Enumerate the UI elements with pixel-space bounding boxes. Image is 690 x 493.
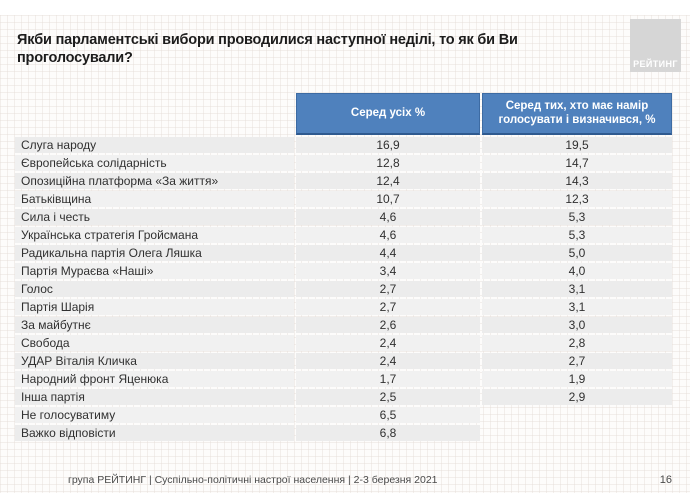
header-spacer xyxy=(15,93,294,135)
value-decided-cell: 3,0 xyxy=(482,317,672,333)
party-name-cell: УДАР Віталія Кличка xyxy=(15,353,294,369)
value-all-cell: 1,7 xyxy=(296,371,480,387)
value-decided-cell: 14,3 xyxy=(482,173,672,189)
value-all-cell: 2,5 xyxy=(296,389,480,405)
party-name-cell: Партія Мураєва «Наші» xyxy=(15,263,294,279)
party-name-cell: Радикальна партія Олега Ляшка xyxy=(15,245,294,261)
party-name-cell: Слуга народу xyxy=(15,137,294,153)
value-all-cell: 6,5 xyxy=(296,407,480,423)
party-name-cell: Інша партія xyxy=(15,389,294,405)
party-name-cell: За майбутнє xyxy=(15,317,294,333)
value-all-cell: 6,8 xyxy=(296,425,480,441)
party-name-cell: Не голосуватиму xyxy=(15,407,294,423)
value-all-cell: 2,4 xyxy=(296,353,480,369)
value-all-cell: 12,8 xyxy=(296,155,480,171)
value-all-cell: 4,6 xyxy=(296,227,480,243)
column-header-decided: Серед тих, хто має намір голосувати і визначився, % xyxy=(482,93,672,135)
value-all-cell: 2,7 xyxy=(296,281,480,297)
party-name-cell: Важко відповісти xyxy=(15,425,294,441)
party-name-cell: Сила і честь xyxy=(15,209,294,225)
value-all-cell: 4,4 xyxy=(296,245,480,261)
party-name-cell: Українська стратегія Гройсмана xyxy=(15,227,294,243)
value-decided-cell-empty xyxy=(482,407,672,423)
rating-logo-text: РЕЙТИНГ xyxy=(633,59,678,69)
value-decided-cell-empty xyxy=(482,425,672,441)
column-header-all: Серед усіх % xyxy=(296,93,480,135)
value-decided-cell: 1,9 xyxy=(482,371,672,387)
value-decided-cell: 2,8 xyxy=(482,335,672,351)
party-name-cell: Батьківщина xyxy=(15,191,294,207)
value-decided-cell: 4,0 xyxy=(482,263,672,279)
value-all-cell: 12,4 xyxy=(296,173,480,189)
value-all-cell: 3,4 xyxy=(296,263,480,279)
value-decided-cell: 3,1 xyxy=(482,281,672,297)
party-name-cell: Партія Шарія xyxy=(15,299,294,315)
value-all-cell: 4,6 xyxy=(296,209,480,225)
value-all-cell: 2,7 xyxy=(296,299,480,315)
party-name-cell: Опозиційна платформа «За життя» xyxy=(15,173,294,189)
value-decided-cell: 5,0 xyxy=(482,245,672,261)
party-name-cell: Голос xyxy=(15,281,294,297)
value-decided-cell: 14,7 xyxy=(482,155,672,171)
value-decided-cell: 12,3 xyxy=(482,191,672,207)
value-decided-cell: 5,3 xyxy=(482,209,672,225)
page-number: 16 xyxy=(659,474,672,486)
value-decided-cell: 2,7 xyxy=(482,353,672,369)
footer-source-text: група РЕЙТИНГ | Суспільно-політичні настрої населення | 2-3 березня 2021 xyxy=(68,474,438,486)
page-title: Якби парламентські вибори проводилися наступної неділі, то як би Ви проголосували? xyxy=(17,32,518,67)
value-decided-cell: 19,5 xyxy=(482,137,672,153)
value-all-cell: 2,6 xyxy=(296,317,480,333)
party-name-cell: Свобода xyxy=(15,335,294,351)
rating-group-logo xyxy=(630,19,681,72)
slide-background xyxy=(0,15,690,493)
value-decided-cell: 3,1 xyxy=(482,299,672,315)
poll-results-table xyxy=(15,93,672,441)
value-all-cell: 10,7 xyxy=(296,191,480,207)
value-decided-cell: 5,3 xyxy=(482,227,672,243)
value-all-cell: 16,9 xyxy=(296,137,480,153)
party-name-cell: Народний фронт Яценюка xyxy=(15,371,294,387)
party-name-cell: Європейська солідарність xyxy=(15,155,294,171)
value-decided-cell: 2,9 xyxy=(482,389,672,405)
value-all-cell: 2,4 xyxy=(296,335,480,351)
